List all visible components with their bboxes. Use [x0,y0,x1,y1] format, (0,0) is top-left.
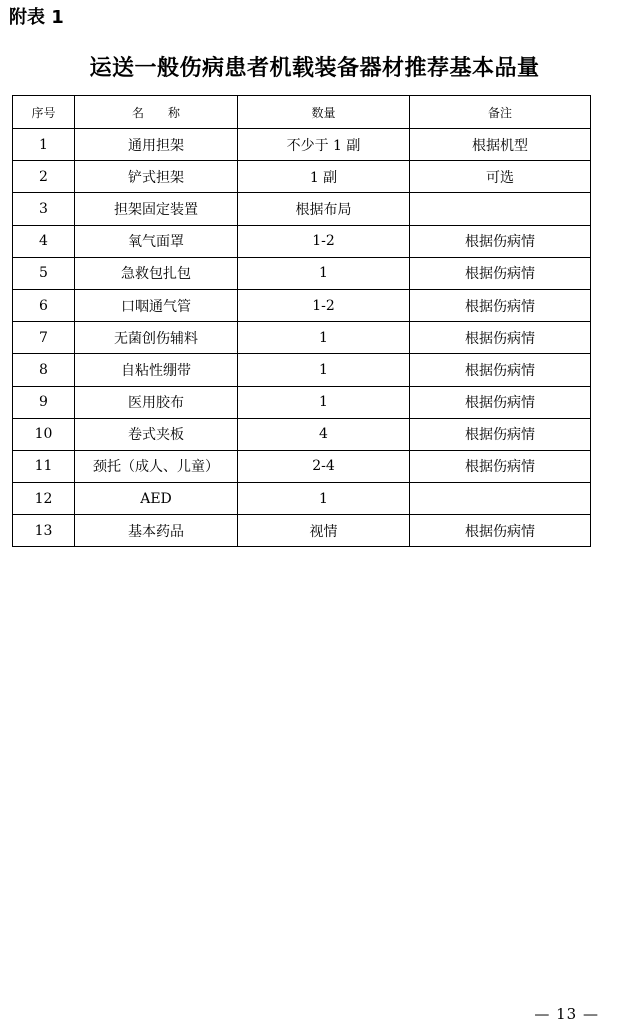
table-row [13,193,591,225]
cell-name: 颈托（成人、儿童） [75,450,238,482]
cell-quantity: 不少于 1 副 [238,129,410,161]
header-no: 序号 [13,96,75,129]
cell-no: 7 [13,322,75,354]
cell-no: 3 [13,193,75,225]
cell-no: 1 [13,129,75,161]
cell-name: 通用担架 [75,129,238,161]
cell-no: 12 [13,483,75,515]
header-note: 备注 [410,96,591,129]
table-row [13,161,591,193]
cell-quantity: 1 [238,257,410,289]
cell-quantity: 1-2 [238,289,410,321]
cell-no: 6 [13,289,75,321]
cell-no: 13 [13,515,75,547]
cell-no: 5 [13,257,75,289]
cell-name: 铲式担架 [75,161,238,193]
table-row [13,386,591,418]
cell-no: 9 [13,386,75,418]
cell-no: 11 [13,450,75,482]
table-row [13,354,591,386]
table-row [13,225,591,257]
cell-note: 根据伤病情 [410,515,591,547]
cell-no: 2 [13,161,75,193]
cell-quantity: 4 [238,418,410,450]
cell-quantity: 1 [238,322,410,354]
cell-note: 根据机型 [410,129,591,161]
cell-name: AED [75,483,238,515]
cell-name: 基本药品 [75,515,238,547]
cell-note: 根据伤病情 [410,450,591,482]
cell-quantity: 2-4 [238,450,410,482]
table-row [13,322,591,354]
cell-quantity: 1 [238,483,410,515]
cell-quantity: 根据布局 [238,193,410,225]
table-row [13,289,591,321]
cell-note: 根据伤病情 [410,386,591,418]
cell-quantity: 视情 [238,515,410,547]
cell-name: 氧气面罩 [75,225,238,257]
cell-note [410,483,591,515]
cell-name: 自粘性绷带 [75,354,238,386]
table-row [13,257,591,289]
cell-name: 卷式夹板 [75,418,238,450]
header-quantity: 数量 [238,96,410,129]
table-row [13,483,591,515]
table-body [13,129,591,547]
equipment-table [12,95,591,547]
cell-quantity: 1 [238,354,410,386]
cell-note [410,193,591,225]
table-row [13,450,591,482]
table-row [13,418,591,450]
cell-note: 根据伤病情 [410,289,591,321]
table-row [13,515,591,547]
table-header-row [13,96,591,129]
cell-quantity: 1 副 [238,161,410,193]
document-title: 运送一般伤病患者机载装备器材推荐基本品量 [89,56,540,81]
cell-name: 口咽通气管 [75,289,238,321]
cell-name: 无菌创伤辅料 [75,322,238,354]
cell-quantity: 1 [238,386,410,418]
cell-quantity: 1-2 [238,225,410,257]
cell-note: 根据伤病情 [410,257,591,289]
appendix-label: 附表 1 [9,7,64,28]
cell-note: 可选 [410,161,591,193]
page-number: — 13 — [534,1005,599,1023]
table-row [13,129,591,161]
cell-no: 10 [13,418,75,450]
cell-no: 8 [13,354,75,386]
cell-note: 根据伤病情 [410,418,591,450]
cell-name: 担架固定装置 [75,193,238,225]
cell-name: 急救包扎包 [75,257,238,289]
cell-note: 根据伤病情 [410,322,591,354]
header-name: 名 称 [75,96,238,129]
cell-no: 4 [13,225,75,257]
cell-note: 根据伤病情 [410,354,591,386]
cell-name: 医用胶布 [75,386,238,418]
cell-note: 根据伤病情 [410,225,591,257]
